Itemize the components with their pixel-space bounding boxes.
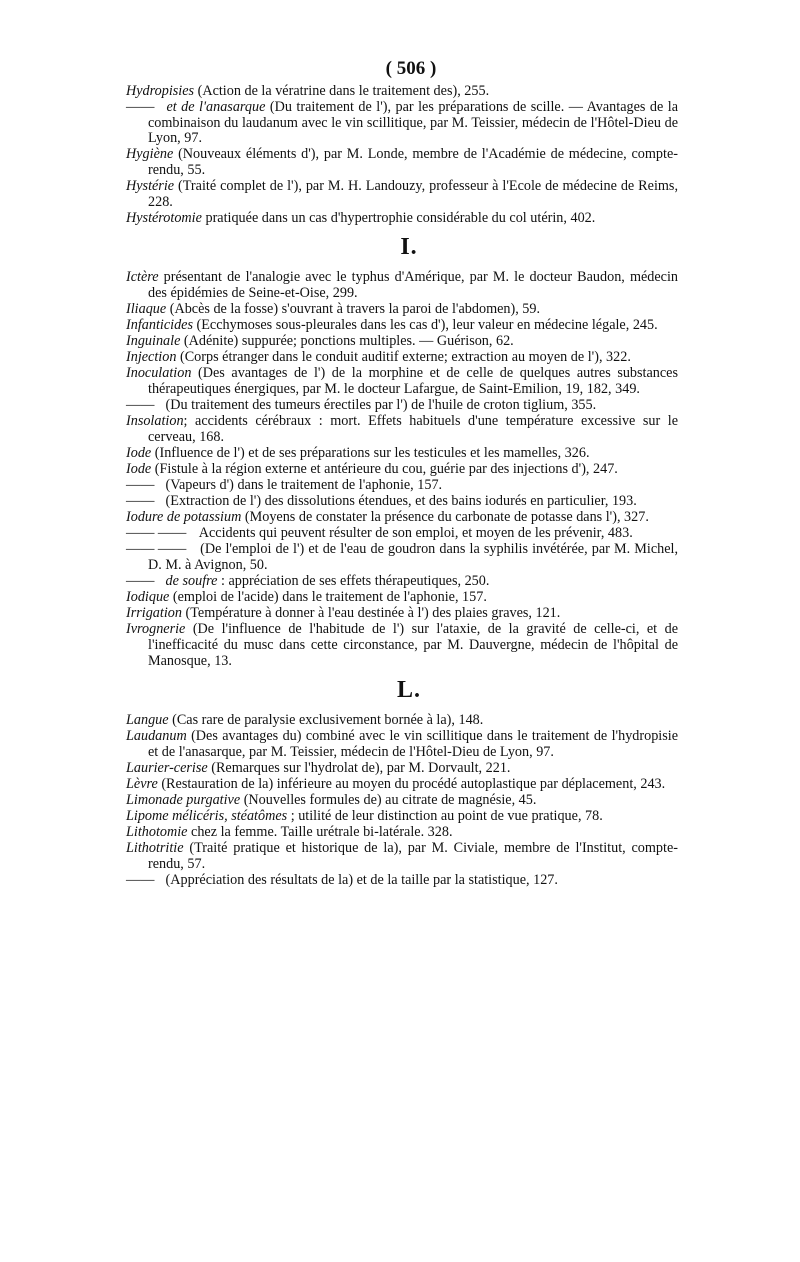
entry-term: Iode [126, 444, 152, 461]
index-entry [126, 574, 678, 590]
entry-term: Limonade purgative [126, 792, 241, 809]
entry-text: ; utilité de leur distinction au point de vue pratique, 78. [287, 808, 603, 825]
index-entry [126, 777, 678, 793]
entry-term: Insolation [126, 413, 184, 430]
entry-text: présentant de l'analogie avec le typhus d'Amérique, par M. le docteur Baudon, médecin des épidémies de Seine-et-Oise, 299. [148, 269, 678, 301]
entry-text: (Nouvelles formules de) au citrate de magnésie, 45. [240, 792, 537, 809]
entry-term: Laudanum [126, 728, 187, 745]
index-entry [126, 478, 678, 494]
entry-text: (Cas rare de paralysie exclusivement bornée à la), 148. [168, 712, 484, 729]
entry-text: (Ecchymoses sous-pleurales dans les cas d'), leur valeur en médecine légale, 245. [192, 317, 658, 334]
entry-term: Hydropisies [126, 83, 195, 99]
index-entry [126, 462, 678, 478]
index-entry [126, 366, 678, 397]
index-entry [126, 270, 678, 301]
entry-text: (Du traitement des tumeurs érectiles par l') de l'huile de croton tiglium, 355. [162, 397, 597, 414]
entry-term: Lèvre [126, 776, 158, 793]
entry-text: (Des avantages du) combiné avec le vin scillitique dans le traitement de l'hydropisie et de l'anasarque, par M. Teissier, médecin de l'Hôtel-Dieu de Lyon, 97. [148, 728, 678, 760]
entry-text: (Fistule à la région externe et antérieure du cou, guérie par des injections d'), 247. [151, 460, 618, 477]
entry-text: Accidents qui peuvent résulter de son emploi, et moyen de les prévenir, 483. [196, 525, 633, 542]
entry-text: (Traité pratique et historique de la), par M. Civiale, membre de l'Institut, compte-rendu, 57. [148, 840, 678, 873]
index-entry [126, 494, 678, 510]
ditto-dash: —— [126, 493, 155, 510]
entry-text: (Appréciation des résultats de la) et de la taille par la statistique, 127. [162, 872, 558, 889]
entry-term: Langue [126, 712, 169, 729]
entry-text: (De l'emploi de l') et de l'eau de goudron dans la syphilis invétérée, par M. Michel, D. M. à Avignon, 50. [148, 541, 678, 574]
index-entry [126, 211, 678, 227]
index-entry [126, 446, 678, 462]
index-entry [126, 809, 678, 825]
entry-term: Injection [126, 349, 177, 366]
ditto-dash: —— [126, 573, 155, 590]
entry-term: Iodure de potassium [126, 509, 242, 526]
index-entry [126, 590, 678, 606]
entry-term: Hystérie [126, 178, 175, 195]
ditto-dash: —— [126, 99, 155, 116]
index-page [126, 58, 678, 889]
index-entry [126, 873, 678, 889]
index-sections [126, 84, 678, 889]
index-entry [126, 350, 678, 366]
ditto-dash: —— —— [126, 541, 187, 558]
index-entry [126, 542, 678, 573]
ditto-dash: —— [126, 397, 155, 414]
page-number: ( 506 ) [385, 58, 437, 79]
entry-term: Ictère [126, 269, 159, 286]
entry-text: (Restauration de la) inférieure au moyen du procédé autoplastique par déplacement, 243. [157, 776, 666, 793]
index-entry [126, 318, 678, 334]
section-letter: I. [400, 234, 418, 261]
entry-text: : appréciation de ses effets thérapeutiques, 250. [217, 573, 490, 590]
index-entry [126, 510, 678, 526]
index-entry [126, 302, 678, 318]
index-entry-list [126, 713, 678, 889]
entry-subterm: de soufre [162, 573, 218, 590]
entry-text: (Nouveaux éléments d'), par M. Londe, membre de l'Académie de médecine, compte-rendu, 55. [148, 146, 678, 178]
entry-text: ; accidents cérébraux : mort. Effets habituels d'une température excessive sur le cerveau, 168. [148, 413, 678, 445]
entry-term: Iodique [126, 589, 170, 606]
entry-term: Irrigation [126, 605, 182, 622]
ditto-dash: —— [126, 872, 155, 889]
index-entry [126, 84, 678, 100]
entry-term: Infanticides [126, 317, 193, 334]
index-entry [126, 713, 678, 729]
entry-text: (Extraction de l') des dissolutions étendues, et des bains iodurés en particulier, 193. [162, 493, 637, 510]
index-entry [126, 100, 678, 147]
ditto-dash: —— [126, 477, 155, 494]
entry-term: Hygiène [126, 146, 174, 163]
entry-term: Inoculation [126, 365, 192, 382]
index-entry [126, 526, 678, 542]
entry-text: (Adénite) suppurée; ponctions multiples. — Guérison, 62. [180, 333, 514, 350]
entry-text: (Du traitement de l'), par les préparations de scille. — Avantages de la combinaison du laudanum avec le vin scillitique, par M. Teissier, médecin de l'Hôtel-Dieu de Lyon, 97. [148, 99, 678, 147]
index-entry [126, 334, 678, 350]
index-entry [126, 606, 678, 622]
entry-text: pratiquée dans un cas d'hypertrophie considérable du col utérin, 402. [201, 209, 596, 226]
entry-term: Lithotritie [126, 840, 184, 857]
index-entry [126, 793, 678, 809]
index-entry [126, 398, 678, 414]
entry-text: (Action de la vératrine dans le traitement des), 255. [194, 83, 490, 99]
index-entry [126, 622, 678, 669]
index-entry [126, 729, 678, 760]
entry-text: (Traité complet de l'), par M. H. Landouzy, professeur à l'Ecole de médecine de Reims, 228. [148, 178, 678, 210]
entry-subterm: et de l'anasarque [162, 99, 266, 116]
entry-text: (Moyens de constater la présence du carbonate de potasse dans l'), 327. [241, 509, 649, 526]
entry-term: Hystérotomie [126, 209, 202, 226]
index-entry [126, 179, 678, 210]
entry-text: (De l'influence de l'habitude de l') sur l'ataxie, de la gravité de celle-ci, et de l'inefficacité du musc dans cette circonstance, par M. Dauvergne, médecin de l'hôpital de Manosque, 13. [148, 621, 678, 669]
index-entry-list [126, 270, 678, 669]
entry-text: (Influence de l') et de ses préparations sur les testicules et les mamelles, 326. [151, 444, 590, 461]
entry-term: Lithotomie [126, 824, 188, 841]
index-entry-list [126, 84, 678, 226]
entry-term: Iliaque [126, 301, 167, 318]
index-entry [126, 841, 678, 872]
entry-term: Lipome mélicéris, stéatômes [126, 808, 288, 825]
entry-text: (Vapeurs d') dans le traitement de l'aphonie, 157. [162, 477, 443, 494]
entry-text: (Corps étranger dans le conduit auditif externe; extraction au moyen de l'), 322. [176, 349, 631, 366]
entry-text: (Température à donner à l'eau destinée à l') des plaies graves, 121. [181, 605, 561, 622]
entry-term: Inguinale [126, 333, 181, 350]
index-entry [126, 825, 678, 841]
section-letter: L. [396, 677, 421, 704]
index-entry [126, 147, 678, 178]
entry-text: (Des avantages de l') de la morphine et de celle de quelques autres substances thérapeutiques énergiques, par M. le docteur Lafargue, de Saint-Emilion, 19, 182, 349. [148, 365, 678, 397]
ditto-dash: —— —— [126, 525, 187, 542]
index-entry [126, 414, 678, 445]
entry-term: Iode [126, 460, 152, 477]
entry-text: (emploi de l'acide) dans le traitement de l'aphonie, 157. [169, 589, 487, 606]
entry-term: Ivrognerie [126, 621, 186, 638]
entry-text: chez la femme. Taille urétrale bi-latérale. 328. [187, 824, 453, 841]
entry-term: Laurier-cerise [126, 759, 208, 776]
index-entry [126, 761, 678, 777]
entry-text: (Remarques sur l'hydrolat de), par M. Dorvault, 221. [207, 759, 511, 776]
entry-text: (Abcès de la fosse) s'ouvrant à travers la paroi de l'abdomen), 59. [166, 301, 541, 318]
